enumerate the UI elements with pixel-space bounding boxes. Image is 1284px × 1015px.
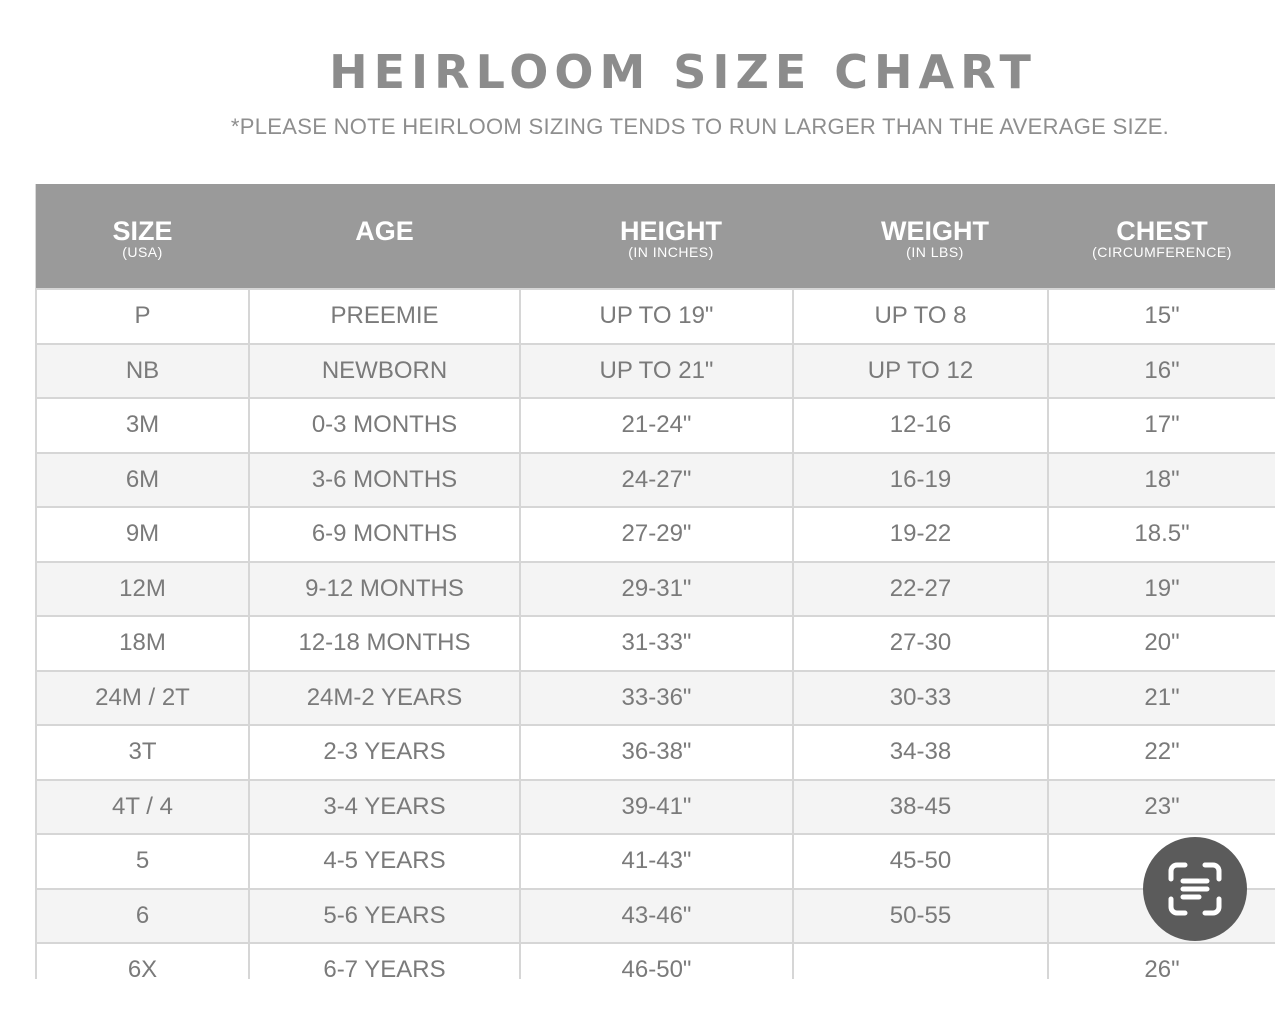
size-chart-table: [35, 184, 1275, 979]
cell-height: 43-46": [520, 889, 793, 944]
cell-height: 46-50": [520, 943, 793, 979]
cell-height: UP TO 21": [520, 344, 793, 399]
cell-age: 3-4 YEARS: [249, 780, 520, 835]
cell-weight: 22-27: [793, 562, 1048, 617]
page-subtitle: *PLEASE NOTE HEIRLOOM SIZING TENDS TO RUN LARGER THAN THE AVERAGE SIZE.: [230, 114, 1170, 139]
header-label: HEIGHT: [619, 216, 722, 246]
cell-chest: 23": [1048, 780, 1275, 835]
cell-weight: 30-33: [793, 671, 1048, 726]
cell-weight: [793, 943, 1048, 979]
table-row: [36, 671, 1275, 726]
cell-weight: 34-38: [793, 725, 1048, 780]
cell-age: 2-3 YEARS: [249, 725, 520, 780]
cell-weight: 12-16: [793, 398, 1048, 453]
cell-age: 0-3 MONTHS: [249, 398, 520, 453]
cell-weight: 45-50: [793, 834, 1048, 889]
header-sublabel: (IN INCHES): [628, 244, 714, 260]
header-label: AGE: [355, 216, 414, 246]
cell-weight: 16-19: [793, 453, 1048, 508]
header-size: [36, 184, 249, 289]
cell-age: NEWBORN: [249, 344, 520, 399]
table-row: [36, 289, 1275, 344]
cell-age: 5-6 YEARS: [249, 889, 520, 944]
cell-chest: 26": [1048, 943, 1275, 979]
text-scan-button[interactable]: [1143, 837, 1247, 941]
cell-age: 3-6 MONTHS: [249, 453, 520, 508]
cell-size: 3T: [36, 725, 249, 780]
cell-weight: UP TO 8: [793, 289, 1048, 344]
cell-age: 6-9 MONTHS: [249, 507, 520, 562]
cell-age: 9-12 MONTHS: [249, 562, 520, 617]
cell-weight: 19-22: [793, 507, 1048, 562]
cell-chest: 22": [1048, 725, 1275, 780]
cell-age: 6-7 YEARS: [249, 943, 520, 979]
header-weight: [793, 184, 1048, 289]
cell-height: 29-31": [520, 562, 793, 617]
cell-weight: 38-45: [793, 780, 1048, 835]
cell-size: 12M: [36, 562, 249, 617]
cell-height: 33-36": [520, 671, 793, 726]
header-label: CHEST: [1116, 216, 1208, 246]
cell-height: 36-38": [520, 725, 793, 780]
header-sublabel: (IN LBS): [906, 244, 964, 260]
cell-size: 9M: [36, 507, 249, 562]
table-row: [36, 616, 1275, 671]
table-row: [36, 943, 1275, 979]
cell-age: 24M-2 YEARS: [249, 671, 520, 726]
header-sublabel: (CIRCUMFERENCE): [1092, 244, 1232, 260]
page-title: HEIRLOOM SIZE CHART: [329, 45, 1037, 99]
header-label: SIZE: [112, 216, 173, 246]
cell-height: 31-33": [520, 616, 793, 671]
cell-height: 27-29": [520, 507, 793, 562]
table-row: [36, 780, 1275, 835]
cell-size: 4T / 4: [36, 780, 249, 835]
cell-height: 24-27": [520, 453, 793, 508]
table-row: [36, 834, 1275, 889]
cell-size: P: [36, 289, 249, 344]
cell-height: 41-43": [520, 834, 793, 889]
cell-size: NB: [36, 344, 249, 399]
header-height: [520, 184, 793, 289]
cell-weight: 27-30: [793, 616, 1048, 671]
cell-weight: UP TO 12: [793, 344, 1048, 399]
cell-chest: 19": [1048, 562, 1275, 617]
table-row: [36, 453, 1275, 508]
text-scan-icon: [1165, 859, 1225, 919]
cell-height: 39-41": [520, 780, 793, 835]
cell-size: 24M / 2T: [36, 671, 249, 726]
cell-size: 5: [36, 834, 249, 889]
cell-size: 6M: [36, 453, 249, 508]
cell-size: 18M: [36, 616, 249, 671]
cell-height: 21-24": [520, 398, 793, 453]
cell-chest: 15": [1048, 289, 1275, 344]
table-row: [36, 398, 1275, 453]
header-label: WEIGHT: [881, 216, 989, 246]
table-header-row: [36, 184, 1275, 289]
cell-chest: 18": [1048, 453, 1275, 508]
header-chest: [1048, 184, 1275, 289]
cell-chest: 16": [1048, 344, 1275, 399]
table-row: [36, 889, 1275, 944]
cell-chest: 20": [1048, 616, 1275, 671]
cell-size: 6: [36, 889, 249, 944]
cell-size: 3M: [36, 398, 249, 453]
table-row: [36, 507, 1275, 562]
header-age: [249, 184, 520, 289]
table-row: [36, 725, 1275, 780]
table-row: [36, 344, 1275, 399]
cell-height: UP TO 19": [520, 289, 793, 344]
cell-age: 12-18 MONTHS: [249, 616, 520, 671]
cell-age: PREEMIE: [249, 289, 520, 344]
cell-chest: 21": [1048, 671, 1275, 726]
cell-weight: 50-55: [793, 889, 1048, 944]
header-sublabel: (USA): [122, 244, 163, 260]
cell-chest: 17": [1048, 398, 1275, 453]
table-row: [36, 562, 1275, 617]
cell-size: 6X: [36, 943, 249, 979]
cell-chest: 18.5": [1048, 507, 1275, 562]
cell-age: 4-5 YEARS: [249, 834, 520, 889]
